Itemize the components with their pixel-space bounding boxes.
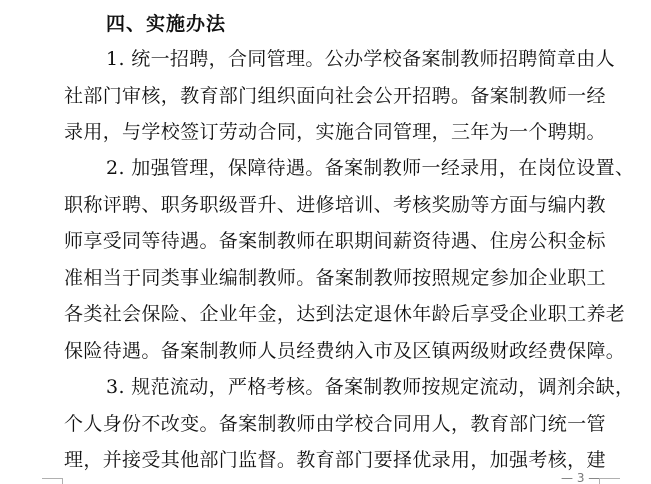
paragraph-2-line-3: 师享受同等待遇。备案制教师在职期间薪资待遇、住房公积金标	[64, 230, 606, 252]
paragraph-2-line-4: 准相当于同类事业编制教师。备案制教师按照规定参加企业职工	[64, 267, 606, 289]
paragraph-2-line-5: 各类社会保险、企业年金，达到法定退休年龄后享受企业职工养老	[64, 303, 626, 325]
page-corner-mark-left	[42, 478, 63, 484]
section-heading: 四、实施办法	[106, 13, 227, 35]
paragraph-3-line-3: 理，并接受其他部门监督。教育部门要择优录用，加强考核，建	[64, 449, 606, 471]
paragraph-2-line-1: 2. 加强管理，保障待遇。备案制教师一经录用，在岗位设置、	[106, 157, 635, 179]
paragraph-1-line-3: 录用，与学校签订劳动合同，实施合同管理，三年为一个聘期。	[64, 121, 606, 143]
paragraph-1-line-2: 社部门审核，教育部门组织面向社会公开招聘。备案制教师一经	[64, 85, 606, 107]
paragraph-3-line-1: 3. 规范流动，严格考核。备案制教师按规定流动，调剂余缺，	[106, 376, 635, 398]
paragraph-3-line-2: 个人身份不改变。备案制教师由学校合同用人，教育部门统一管	[64, 413, 606, 435]
page-number: — 3 —	[561, 471, 601, 484]
paragraph-2-line-6: 保险待遇。备案制教师人员经费纳入市及区镇两级财政经费保障。	[64, 340, 626, 362]
paragraph-2-line-2: 职称评聘、职务职级晋升、进修培训、考核奖励等方面与编内教	[64, 194, 606, 216]
page-corner-mark-right	[599, 478, 620, 484]
paragraph-1-line-1: 1. 统一招聘，合同管理。公办学校备案制教师招聘简章由人	[106, 48, 615, 70]
